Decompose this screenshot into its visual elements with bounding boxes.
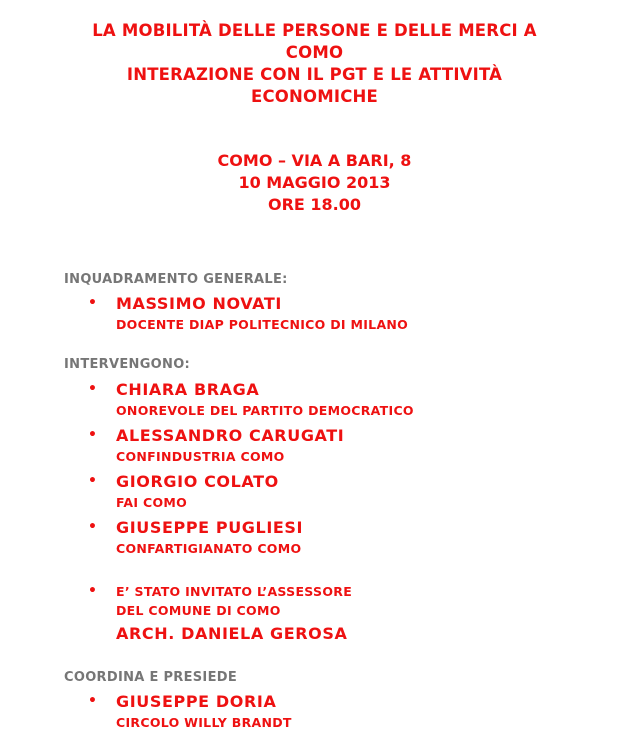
invited-line1: E’ STATO INVITATO L’ASSESSORE [116,584,353,599]
speaker-name: GIORGIO COLATO [116,472,279,491]
speaker-role: CONFARTIGIANATO COMO [116,541,302,556]
invited-name: ARCH. DANIELA GEROSA [116,624,348,643]
speaker-name: CHIARA BRAGA [116,380,260,399]
section-label-speakers: INTERVENGONO: [64,357,191,372]
title-line: INTERAZIONE CON IL PGT E LE ATTIVITÀ [126,65,503,84]
title-line: LA MOBILITÀ DELLE PERSONE E DELLE MERCI A [92,21,537,40]
speaker-role: DOCENTE DIAP POLITECNICO DI MILANO [116,317,409,332]
bullet-icon: • [88,427,97,443]
speaker-role: CONFINDUSTRIA COMO [116,449,285,464]
section-label-chair: COORDINA E PRESIEDE [64,670,238,685]
title-line: COMO [285,43,344,62]
title-line: ECONOMICHE [251,87,378,106]
event-date: 10 MAGGIO 2013 [238,173,391,192]
speaker-role: FAI COMO [116,495,188,510]
speaker-name: GIUSEPPE DORIA [116,692,277,711]
bullet-icon: • [88,693,97,709]
speaker-name: GIUSEPPE PUGLIESI [116,518,304,537]
speaker-role: CIRCOLO WILLY BRANDT [116,715,292,730]
event-title [0,20,629,108]
speaker-name: ALESSANDRO CARUGATI [116,426,345,445]
bullet-icon: • [88,519,97,535]
speaker-name: MASSIMO NOVATI [116,294,282,313]
bullet-icon: • [88,583,97,599]
bullet-icon: • [88,473,97,489]
event-time: ORE 18.00 [267,195,362,214]
bullet-icon: • [88,295,97,311]
section-label-intro: INQUADRAMENTO GENERALE: [64,272,288,287]
bullet-icon: • [88,381,97,397]
speaker-role: ONOREVOLE DEL PARTITO DEMOCRATICO [116,403,414,418]
event-venue: COMO – VIA A BARI, 8 [217,151,412,170]
event-info [0,150,629,216]
invited-line2: DEL COMUNE DI COMO [116,603,281,618]
